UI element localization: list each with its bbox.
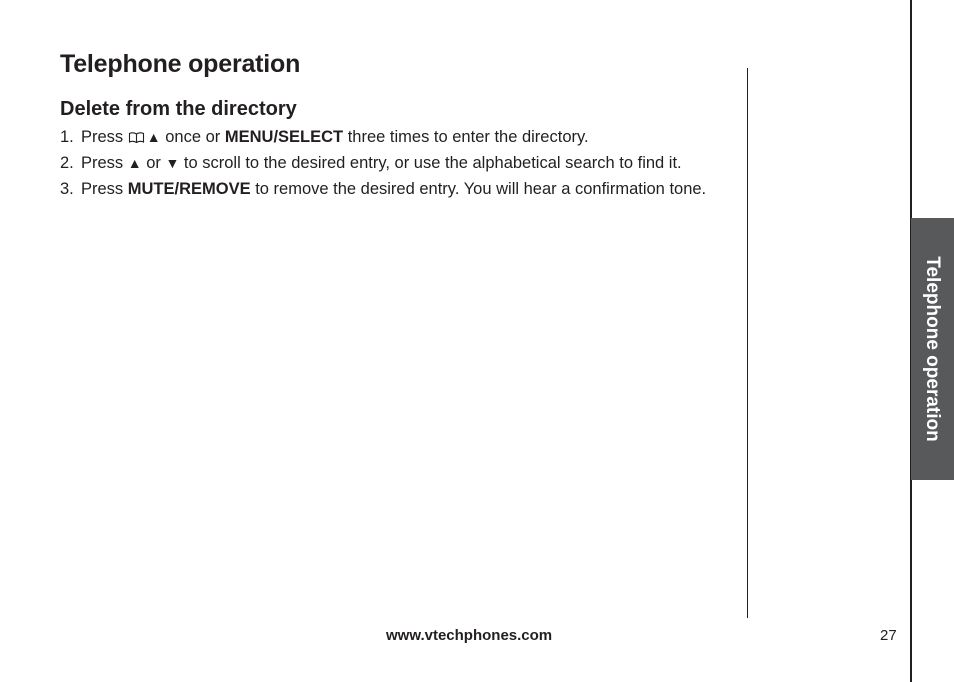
down-arrow-icon: ▼	[165, 155, 180, 171]
step-text: Press	[81, 128, 124, 146]
footer-url: www.vtechphones.com	[386, 627, 553, 644]
step-number: 1.	[60, 128, 74, 146]
side-tab-label: Telephone operation	[922, 256, 944, 442]
up-arrow-icon: ▲	[146, 129, 161, 145]
page-title: Telephone operation	[60, 50, 301, 78]
step-1	[60, 128, 723, 147]
step-text: once or	[160, 128, 225, 146]
step-text: to scroll to the desired entry, or use the alphabetical search to find it.	[179, 154, 682, 172]
step-2	[60, 154, 723, 173]
page-number: 27	[880, 627, 897, 644]
column-divider	[747, 68, 748, 618]
book-icon	[128, 131, 145, 144]
step-number: 2.	[60, 154, 74, 172]
step-text: Press	[81, 180, 128, 198]
mute-remove-key: MUTE/REMOVE	[127, 180, 251, 198]
up-arrow-icon: ▲	[127, 155, 142, 171]
menu-select-key: MENU/SELECT	[224, 128, 344, 146]
step-text: or	[141, 154, 166, 172]
step-text: three times to enter the directory.	[343, 128, 589, 146]
step-text: to remove the desired entry. You will hear a confirmation tone.	[250, 180, 707, 198]
step-3	[60, 180, 723, 199]
side-tab	[911, 218, 954, 480]
step-number: 3.	[60, 180, 74, 198]
steps-list	[60, 128, 723, 206]
step-text: Press	[81, 154, 128, 172]
section-title: Delete from the directory	[60, 98, 297, 120]
